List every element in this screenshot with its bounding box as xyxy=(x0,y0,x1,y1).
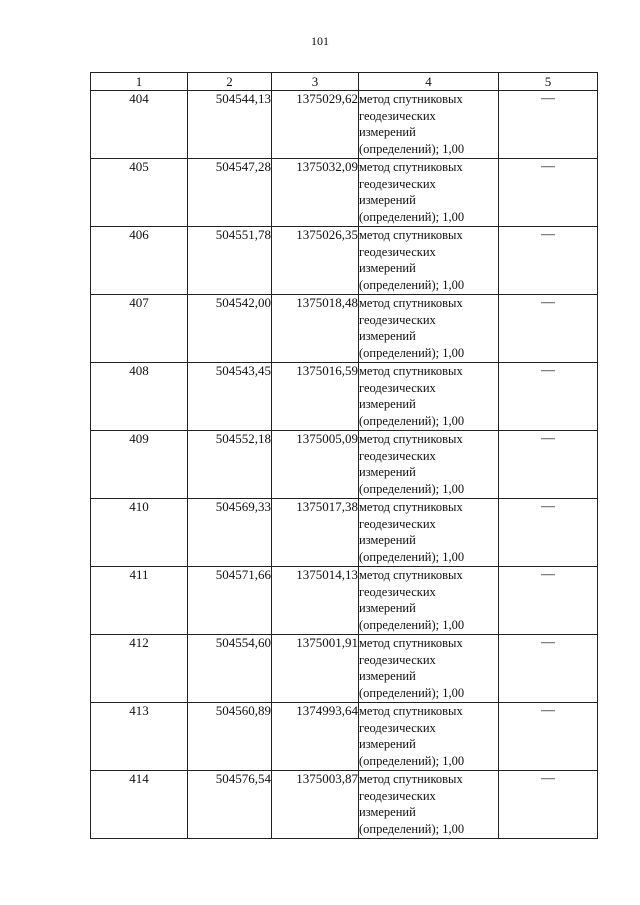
method-cell xyxy=(359,295,499,363)
y-coordinate-cell: 1375026,35 xyxy=(272,227,359,295)
method-line: метод спутниковых xyxy=(359,228,463,242)
point-number-cell: 406 xyxy=(91,227,188,295)
x-coordinate-cell: 504569,33 xyxy=(188,499,272,567)
x-coordinate-cell: 504560,89 xyxy=(188,703,272,771)
method-cell xyxy=(359,91,499,159)
column-header: 5 xyxy=(499,73,598,91)
point-number-cell: 409 xyxy=(91,431,188,499)
x-coordinate-cell: 504576,54 xyxy=(188,771,272,839)
method-line: метод спутниковых xyxy=(359,568,463,582)
y-coordinate-cell: 1375029,62 xyxy=(272,91,359,159)
point-number-cell: 404 xyxy=(91,91,188,159)
method-cell xyxy=(359,771,499,839)
table-row xyxy=(91,227,598,295)
method-line: измерений xyxy=(359,533,416,547)
table-body xyxy=(91,91,598,839)
method-line: геодезических xyxy=(359,448,436,463)
method-line: геодезических xyxy=(359,516,436,531)
method-line: (определений); 1,00 xyxy=(359,685,465,700)
x-coordinate-cell: 504554,60 xyxy=(188,635,272,703)
method-line: измерений xyxy=(359,125,416,139)
table-header-row xyxy=(91,73,598,91)
method-line: (определений); 1,00 xyxy=(359,753,465,768)
description-cell: — xyxy=(499,567,598,635)
description-cell: — xyxy=(499,159,598,227)
method-cell xyxy=(359,703,499,771)
method-line: измерений xyxy=(359,669,416,683)
table-row xyxy=(91,363,598,431)
y-coordinate-cell: 1374993,64 xyxy=(272,703,359,771)
method-line: измерений xyxy=(359,601,416,615)
method-line: метод спутниковых xyxy=(359,364,463,378)
method-line: геодезических xyxy=(359,720,436,735)
method-line: геодезических xyxy=(359,788,436,803)
method-line: (определений); 1,00 xyxy=(359,209,465,224)
y-coordinate-cell: 1375017,38 xyxy=(272,499,359,567)
point-number-cell: 411 xyxy=(91,567,188,635)
column-header: 4 xyxy=(359,73,499,91)
method-line: (определений); 1,00 xyxy=(359,617,465,632)
method-line: геодезических xyxy=(359,380,436,395)
method-cell xyxy=(359,363,499,431)
y-coordinate-cell: 1375001,91 xyxy=(272,635,359,703)
x-coordinate-cell: 504542,00 xyxy=(188,295,272,363)
method-line: измерений xyxy=(359,737,416,751)
method-line: геодезических xyxy=(359,652,436,667)
method-line: геодезических xyxy=(359,108,436,123)
point-number-cell: 407 xyxy=(91,295,188,363)
method-line: метод спутниковых xyxy=(359,296,463,310)
method-line: метод спутниковых xyxy=(359,432,463,446)
x-coordinate-cell: 504551,78 xyxy=(188,227,272,295)
description-cell: — xyxy=(499,771,598,839)
method-line: метод спутниковых xyxy=(359,704,463,718)
coordinates-table xyxy=(90,72,598,839)
method-line: (определений); 1,00 xyxy=(359,413,465,428)
method-line: измерений xyxy=(359,193,416,207)
method-line: метод спутниковых xyxy=(359,500,463,514)
description-cell: — xyxy=(499,363,598,431)
method-line: измерений xyxy=(359,261,416,275)
table-row xyxy=(91,91,598,159)
y-coordinate-cell: 1375016,59 xyxy=(272,363,359,431)
method-line: (определений); 1,00 xyxy=(359,141,465,156)
y-coordinate-cell: 1375003,87 xyxy=(272,771,359,839)
page-number: 101 xyxy=(311,34,329,48)
method-cell xyxy=(359,635,499,703)
description-cell: — xyxy=(499,295,598,363)
table-row xyxy=(91,159,598,227)
x-coordinate-cell: 504552,18 xyxy=(188,431,272,499)
method-line: (определений); 1,00 xyxy=(359,821,465,836)
method-line: метод спутниковых xyxy=(359,92,463,106)
method-cell xyxy=(359,227,499,295)
method-line: геодезических xyxy=(359,312,436,327)
description-cell: — xyxy=(499,703,598,771)
point-number-cell: 413 xyxy=(91,703,188,771)
x-coordinate-cell: 504543,45 xyxy=(188,363,272,431)
method-line: геодезических xyxy=(359,244,436,259)
description-cell: — xyxy=(499,499,598,567)
method-line: метод спутниковых xyxy=(359,160,463,174)
point-number-cell: 410 xyxy=(91,499,188,567)
description-cell: — xyxy=(499,91,598,159)
point-number-cell: 414 xyxy=(91,771,188,839)
description-cell: — xyxy=(499,227,598,295)
table-row xyxy=(91,499,598,567)
point-number-cell: 412 xyxy=(91,635,188,703)
x-coordinate-cell: 504544,13 xyxy=(188,91,272,159)
method-line: измерений xyxy=(359,805,416,819)
table-row xyxy=(91,771,598,839)
method-cell xyxy=(359,567,499,635)
description-cell: — xyxy=(499,635,598,703)
table-row xyxy=(91,567,598,635)
column-header: 1 xyxy=(91,73,188,91)
method-line: геодезических xyxy=(359,176,436,191)
table-row xyxy=(91,295,598,363)
column-header: 2 xyxy=(188,73,272,91)
x-coordinate-cell: 504547,28 xyxy=(188,159,272,227)
y-coordinate-cell: 1375018,48 xyxy=(272,295,359,363)
y-coordinate-cell: 1375005,09 xyxy=(272,431,359,499)
table-row xyxy=(91,431,598,499)
method-line: измерений xyxy=(359,397,416,411)
method-cell xyxy=(359,159,499,227)
table-row xyxy=(91,703,598,771)
method-line: (определений); 1,00 xyxy=(359,481,465,496)
method-line: (определений); 1,00 xyxy=(359,277,465,292)
column-header: 3 xyxy=(272,73,359,91)
method-cell xyxy=(359,431,499,499)
method-line: (определений); 1,00 xyxy=(359,549,465,564)
x-coordinate-cell: 504571,66 xyxy=(188,567,272,635)
description-cell: — xyxy=(499,431,598,499)
point-number-cell: 408 xyxy=(91,363,188,431)
method-cell xyxy=(359,499,499,567)
point-number-cell: 405 xyxy=(91,159,188,227)
method-line: (определений); 1,00 xyxy=(359,345,465,360)
method-line: измерений xyxy=(359,465,416,479)
method-line: измерений xyxy=(359,329,416,343)
y-coordinate-cell: 1375014,13 xyxy=(272,567,359,635)
method-line: геодезических xyxy=(359,584,436,599)
y-coordinate-cell: 1375032,09 xyxy=(272,159,359,227)
method-line: метод спутниковых xyxy=(359,636,463,650)
method-line: метод спутниковых xyxy=(359,772,463,786)
table-row xyxy=(91,635,598,703)
